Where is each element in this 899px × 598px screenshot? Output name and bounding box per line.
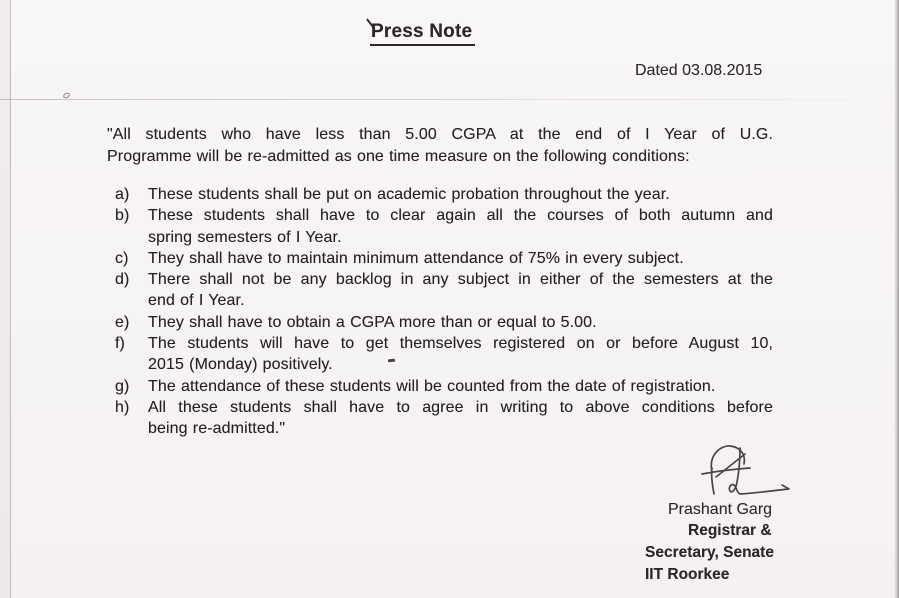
signatory-title-line: Secretary, Senate xyxy=(645,544,774,561)
condition-label: g) xyxy=(115,377,130,395)
condition-text-line: They shall have to obtain a CGPA more than or equal to 5.00. xyxy=(148,313,597,331)
condition-label: f) xyxy=(115,335,125,353)
scan-left-edge xyxy=(0,0,10,598)
condition-text-line: being re-admitted." xyxy=(148,420,286,438)
condition-item xyxy=(107,205,773,248)
condition-item xyxy=(107,269,773,312)
condition-text-line: end of I Year. xyxy=(148,292,245,310)
intro-paragraph xyxy=(107,124,773,167)
condition-item xyxy=(107,248,773,269)
condition-text-line: The attendance of these students will be counted from the date of registration. xyxy=(148,377,716,395)
signatory-title-line: Registrar & xyxy=(688,522,772,539)
condition-label: h) xyxy=(115,398,130,416)
condition-item xyxy=(107,312,773,333)
condition-item xyxy=(107,376,773,397)
date-line: Dated 03.08.2015 xyxy=(635,62,763,79)
intro-line: Programme will be re-admitted as one time measure on the following conditions: xyxy=(107,147,690,165)
condition-label: a) xyxy=(115,186,130,203)
signatory-title-line: IIT Roorkee xyxy=(645,566,730,583)
scan-left-edge-line xyxy=(10,0,11,598)
condition-text-line: 2015 (Monday) positively. xyxy=(148,356,333,374)
condition-text-line: They shall have to maintain minimum attendance of 75% in every subject. xyxy=(148,249,684,267)
condition-text-line: spring semesters of I Year. xyxy=(148,228,342,246)
condition-item xyxy=(107,184,773,205)
condition-item xyxy=(107,333,773,376)
condition-item xyxy=(107,397,773,440)
signature-block xyxy=(600,440,899,598)
intro-line: "All students who have less than 5.00 CGPA at the end of I Year of U.G. xyxy=(107,126,773,143)
page-title-text: Press Note xyxy=(371,21,473,42)
signatory-name: Prashant Garg xyxy=(668,501,773,518)
condition-text-line: The students will have to get themselves registered on or before August 10, xyxy=(148,335,773,353)
signature-scribble xyxy=(700,442,800,500)
condition-text-line: All these students shall have to agree in writing to above conditions before xyxy=(148,398,773,416)
conditions-list xyxy=(107,184,773,440)
condition-label: e) xyxy=(115,313,130,331)
condition-text-line: These students shall be put on academic probation throughout the year. xyxy=(148,186,670,203)
scan-horizontal-crease xyxy=(0,99,899,100)
condition-text-line: These students shall have to clear again all the courses of both autumn and xyxy=(148,207,773,225)
condition-label: b) xyxy=(115,207,130,225)
condition-text-line: There shall not be any backlog in any subject in either of the semesters at the xyxy=(148,271,773,289)
page-title xyxy=(370,21,475,46)
condition-label: c) xyxy=(115,249,129,267)
condition-label: d) xyxy=(115,271,130,289)
